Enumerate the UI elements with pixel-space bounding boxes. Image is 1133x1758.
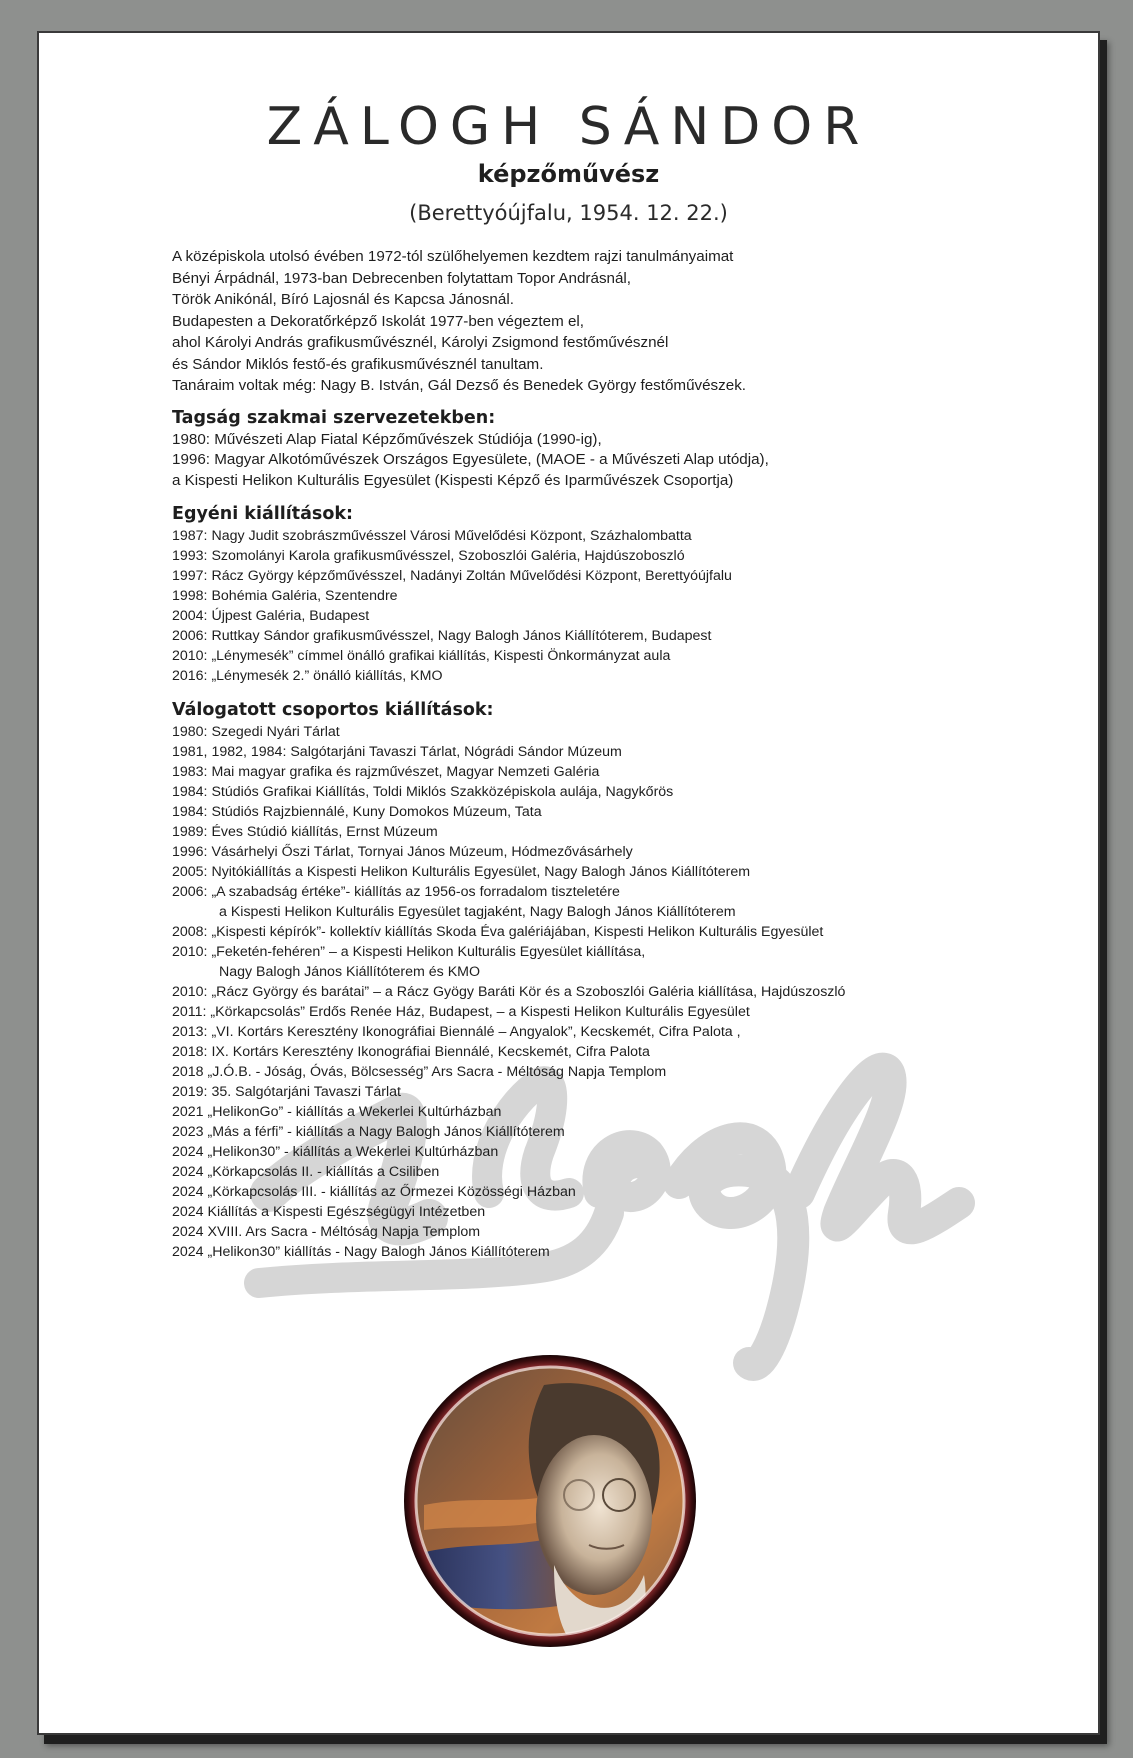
bio-line: ahol Károlyi András grafikusművésznél, Károlyi Zsigmond festőművésznél [172,334,669,351]
group-exhibition-item [172,722,1072,742]
group-exhibitions-title: Válogatott csoportos kiállítások: [172,700,494,720]
group-exhibition-text: 1996: Vásárhelyi Őszi Tárlat, Tornyai János Múzeum, Hódmezővásárhely [172,844,633,860]
group-exhibition-continuation: Nagy Balogh János Kiállítóterem és KMO [219,964,481,980]
solo-exhibition-item: 2004: Újpest Galéria, Budapest [172,608,370,624]
group-exhibition-item [172,802,1072,822]
group-exhibition-text: 2023 „Más a férfi” - kiállítás a Nagy Balogh János Kiállítóterem [172,1124,565,1140]
group-exhibition-item [172,1182,1072,1202]
group-exhibition-item [172,1022,1072,1042]
group-exhibition-item [172,1222,1072,1242]
group-exhibition-text: 1983: Mai magyar grafika és rajzművészet, Magyar Nemzeti Galéria [172,764,600,780]
group-exhibition-item [172,942,1072,982]
biography [172,246,1072,397]
bio-line: Bényi Árpádnál, 1973-ban Debrecenben folytattam Topor Andrásnál, [172,269,632,287]
group-exhibition-list [172,722,1072,1262]
solo-exhibition-item: 1998: Bohémia Galéria, Szentendre [172,588,398,604]
group-exhibition-text: 1984: Stúdiós Grafikai Kiállítás, Toldi Miklós Szakközépiskola aulája, Nagykőrös [172,784,674,800]
artist-role: képzőművész [477,160,660,188]
group-exhibition-text: 2024 „Helikon30” - kiállítás a Wekerlei Kultúrházban [172,1144,499,1160]
group-exhibition-text: 2005: Nyitókiállítás a Kispesti Helikon Kulturális Egyesület, Nagy Balogh János Kiállítóterem [172,864,751,880]
group-exhibition-text: 2019: 35. Salgótarjáni Tavaszi Tárlat [172,1084,401,1100]
solo-exhibition-item: 2016: „Lénymesék 2.” önálló kiállítás, KMO [172,668,443,684]
portrait-medallion [404,1345,696,1657]
membership-line: a Kispesti Helikon Kulturális Egyesület (Kispesti Képző és Iparművészek Csoportja) [172,471,734,489]
group-exhibition-text: 2024 XVIII. Ars Sacra - Méltóság Napja Templom [172,1224,481,1240]
group-exhibition-item [172,742,1072,762]
bio-line: Török Anikónál, Bíró Lajosnál és Kapcsa Jánosnál. [172,291,514,308]
group-exhibition-item [172,882,1072,922]
group-exhibition-text: 1981, 1982, 1984: Salgótarjáni Tavaszi Tárlat, Nógrádi Sándor Múzeum [172,744,622,760]
bio-line: és Sándor Miklós festő-és grafikusművésznél tanultam. [172,355,544,373]
group-exhibition-item [172,1102,1072,1122]
group-exhibition-item [172,862,1072,882]
group-exhibition-item [172,1142,1072,1162]
content [172,246,1072,1262]
group-exhibition-item [172,1082,1072,1102]
header [39,97,1098,229]
group-exhibition-text: 2024 Kiállítás a Kispesti Egészségügyi Intézetben [172,1204,486,1220]
group-exhibition-text: 1989: Éves Stúdió kiállítás, Ernst Múzeum [172,824,438,840]
group-exhibition-item [172,1242,1072,1262]
bio-line: A középiskola utolsó évében 1972-tól szülőhelyemen kezdtem rajzi tanulmányaimat [172,248,734,265]
group-exhibition-continuation: a Kispesti Helikon Kulturális Egyesület tagjaként, Nagy Balogh János Kiállítóterem [219,904,736,920]
solo-exhibition-item: 1997: Rácz György képzőművésszel, Nadányi Zoltán Művelődési Központ, Berettyóújfalu [172,568,732,584]
group-exhibition-item [172,1122,1072,1142]
group-exhibition-item [172,1042,1072,1062]
group-exhibition-item [172,922,1072,942]
solo-exhibitions-title: Egyéni kiállítások: [172,504,353,524]
group-exhibition-text: 2010: „Rácz György és barátai” – a Rácz Gyögy Baráti Kör és a Szoboszlói Galéria kiállítása, Hajdúszoszló [172,984,846,1000]
group-exhibition-text: 1980: Szegedi Nyári Tárlat [172,724,340,740]
group-exhibition-text: 2008: „Kispesti képírók”- kollektív kiállítás Skoda Éva galériájában, Kispesti Helikon Kulturális Egyesület [172,924,824,940]
group-exhibition-item [172,1202,1072,1222]
birth-info: (Berettyóújfalu, 1954. 12. 22.) [409,201,728,225]
group-exhibition-text: 2018 „J.Ó.B. - Jóság, Óvás, Bölcsesség” Ars Sacra - Méltóság Napja Templom [172,1064,667,1080]
solo-exhibition-item: 1993: Szomolányi Karola grafikusművésszel, Szoboszlói Galéria, Hajdúszoboszló [172,548,685,564]
artist-name: ZÁLOGH SÁNDOR [266,97,871,157]
solo-exhibition-item: 2010: „Lénymesék” címmel önálló grafikai kiállítás, Kispesti Önkormányzat aula [172,648,671,664]
solo-exhibitions-section [172,502,1072,686]
group-exhibition-text: 1984: Stúdiós Rajzbiennálé, Kuny Domokos Múzeum, Tata [172,804,542,820]
group-exhibition-item [172,1162,1072,1182]
group-exhibition-text: 2010: „Feketén-fehéren” – a Kispesti Helikon Kulturális Egyesület kiállítása, [172,944,646,960]
group-exhibition-item [172,1002,1072,1022]
solo-exhibition-item: 2006: Ruttkay Sándor grafikusművésszel, Nagy Balogh János Kiállítóterem, Budapest [172,628,712,644]
membership-section [172,406,1072,492]
bio-line: Tanáraim voltak még: Nagy B. István, Gál Dezső és Benedek György festőművészek. [172,377,747,394]
group-exhibition-text: 2024 „Körkapcsolás III. - kiállítás az Őrmezei Közösségi Házban [172,1184,576,1200]
solo-exhibition-item: 1987: Nagy Judit szobrászművésszel Városi Művelődési Központ, Százhalombatta [172,528,692,544]
membership-line: 1980: Művészeti Alap Fiatal Képzőművészek Stúdiója (1990-ig), [172,430,602,448]
document-sheet [37,31,1100,1735]
group-exhibition-item [172,822,1072,842]
group-exhibition-item [172,762,1072,782]
group-exhibition-item [172,782,1072,802]
group-exhibitions-section [172,698,1072,1262]
group-exhibition-item [172,842,1072,862]
group-exhibition-text: 2024 „Körkapcsolás II. - kiállítás a Csiliben [172,1164,440,1180]
membership-line: 1996: Magyar Alkotóművészek Országos Egyesülete, (MAOE - a Művészeti Alap utódja), [172,451,769,468]
membership-title: Tagság szakmai szervezetekben: [172,407,496,428]
group-exhibition-text: 2013: „VI. Kortárs Keresztény Ikonográfiai Biennálé – Angyalok”, Kecskemét, Cifra Palota , [172,1024,741,1040]
group-exhibition-text: 2006: „A szabadság értéke”- kiállítás az 1956-os forradalom tiszteletére [172,884,620,900]
group-exhibition-text: 2024 „Helikon30” kiállítás - Nagy Balogh János Kiállítóterem [172,1244,550,1260]
group-exhibition-text: 2021 „HelikonGo” - kiállítás a Wekerlei Kultúrházban [172,1104,502,1120]
group-exhibition-text: 2018: IX. Kortárs Keresztény Ikonográfiai Biennálé, Kecskemét, Cifra Palota [172,1044,650,1060]
group-exhibition-item [172,982,1072,1002]
bio-line: Budapesten a Dekoratőrképző Iskolát 1977-ben végeztem el, [172,312,585,330]
group-exhibition-text: 2011: „Körkapcsolás” Erdős Renée Ház, Budapest, – a Kispesti Helikon Kulturális Egyesület [172,1004,750,1020]
group-exhibition-item [172,1062,1072,1082]
